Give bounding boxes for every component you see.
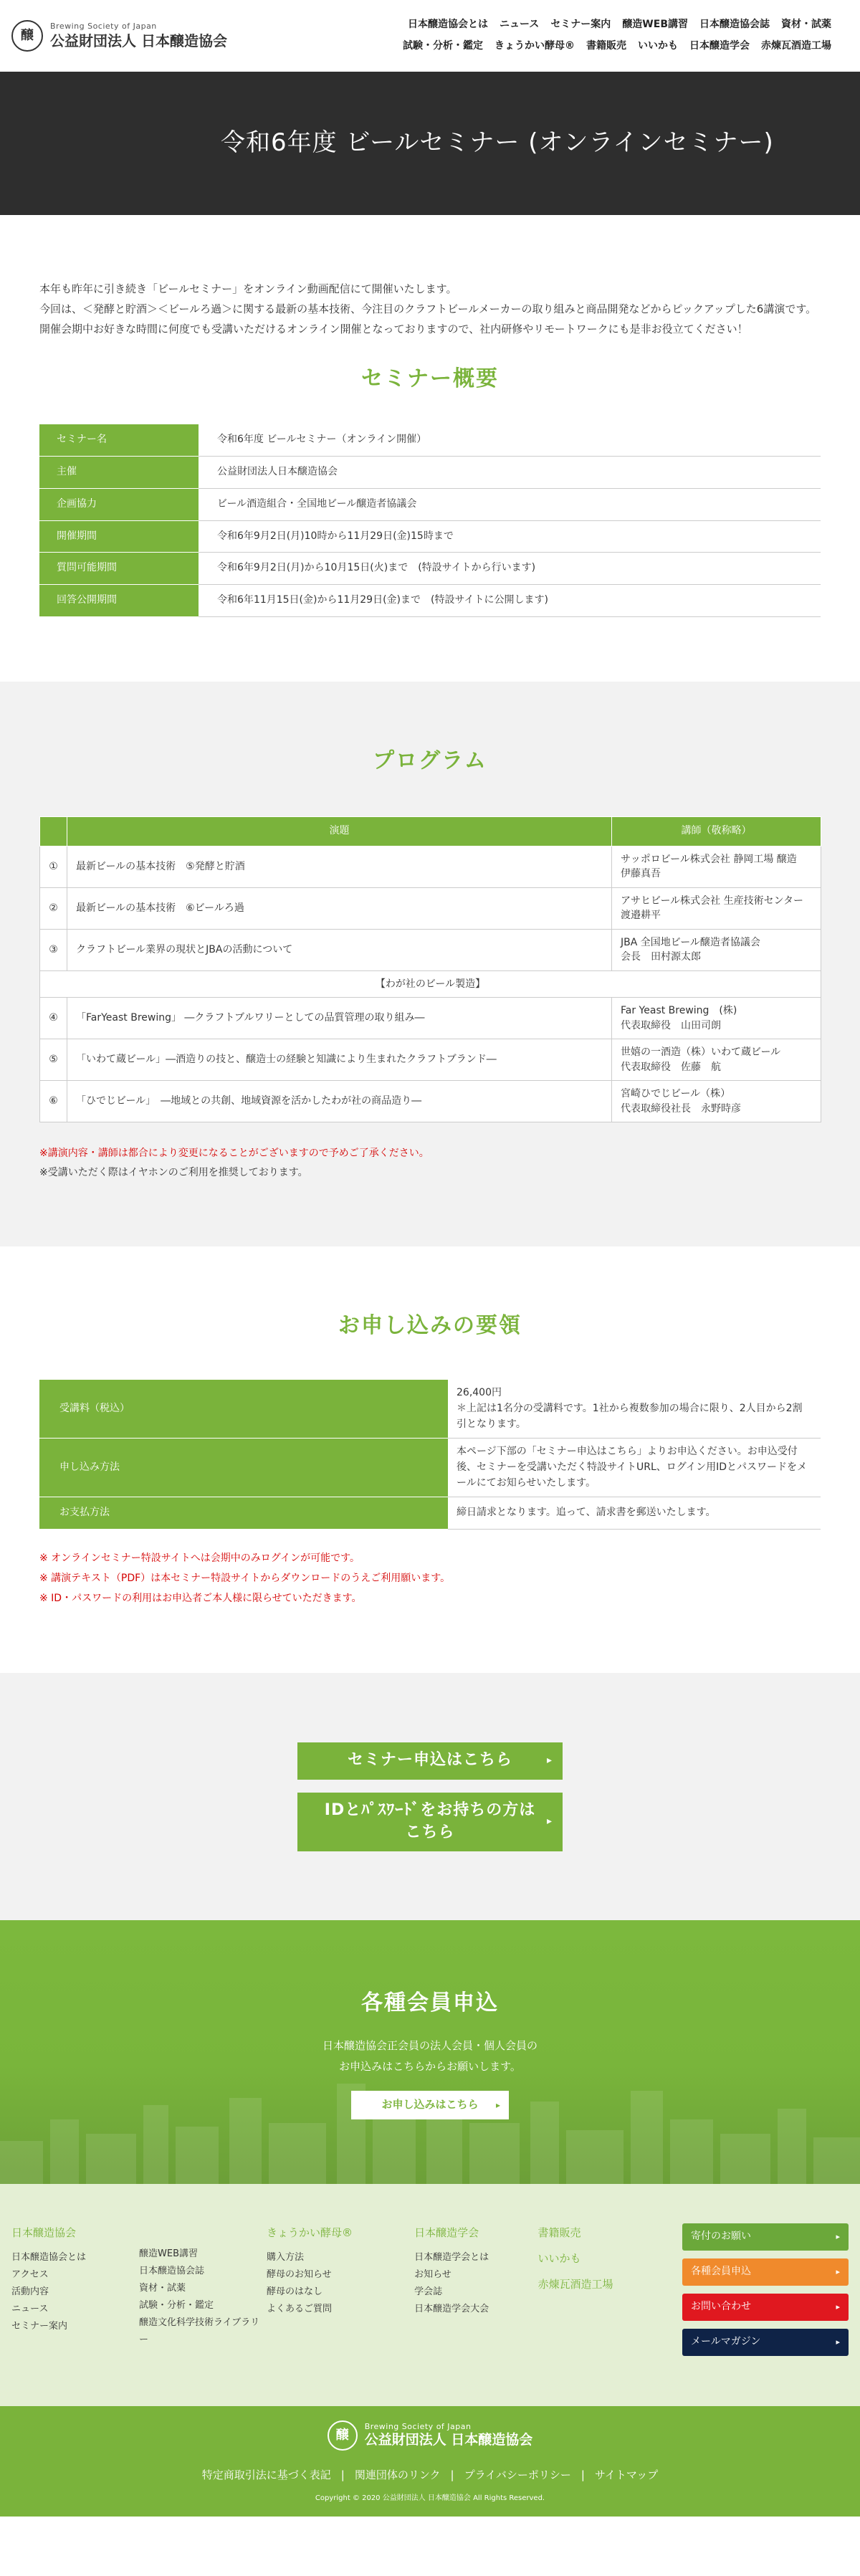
nav-news[interactable]: ニュース	[500, 19, 540, 31]
table-row	[40, 1081, 821, 1122]
header-num	[40, 817, 67, 846]
table-row	[40, 846, 821, 887]
intro-text	[0, 215, 860, 339]
footer-link[interactable]: セミナー案内	[11, 2321, 68, 2332]
speaker-affiliation: アサヒビール株式会社 生産技術センター	[621, 895, 804, 907]
global-nav-row-1	[408, 16, 831, 34]
member-description-line: 日本醸造協会正会員の法人会員・個人会員の	[322, 2039, 538, 2053]
logo-mark-icon: 醸	[11, 20, 43, 52]
footer-col-services	[139, 2223, 267, 2406]
overview-section	[0, 339, 860, 682]
program-number: ③	[40, 929, 67, 970]
header-title: 演題	[67, 817, 612, 846]
footer-link[interactable]: 日本醸造学会大会	[414, 2304, 489, 2315]
button-label: セミナー申込はこちら	[347, 1751, 512, 1770]
button-label: 各種会員申込	[691, 2266, 751, 2278]
chevron-right-icon: ▸	[836, 2232, 840, 2242]
warning-note: ※講演内容・講師は都合により変更になることがございますので予めご了承ください。	[39, 1148, 429, 1160]
nav-analysis[interactable]: 試験・分析・鑑定	[403, 40, 483, 52]
row-value: 令和6年11月15日(金)から11月29日(金)まで (特設サイトに公開します)	[199, 585, 821, 617]
member-banner	[0, 1920, 860, 2184]
speaker-name: 伊藤真吾	[621, 868, 661, 880]
program-lecture-title: 最新ビールの基本技術 ⑥ビールろ過	[67, 887, 612, 929]
row-label: 受講料（税込）	[39, 1380, 448, 1439]
table-row	[39, 585, 821, 617]
footer-link[interactable]: ニュース	[11, 2304, 49, 2315]
footer-heading[interactable]: きょうかい酵母®	[267, 2226, 353, 2240]
nav-journal[interactable]: 日本醸造協会誌	[699, 19, 770, 31]
footer-col-association	[11, 2223, 139, 2406]
nav-seminar[interactable]: セミナー案内	[550, 19, 611, 31]
intro-line: 本年も昨年に引き続き「ビールセミナー」をオンライン動画配信にて開催いたします。	[39, 282, 457, 295]
page-hero	[0, 72, 860, 215]
footer-heading[interactable]: 日本醸造学会	[414, 2226, 479, 2240]
nav-books[interactable]: 書籍販売	[586, 40, 626, 52]
page-title: 令和6年度 ビールセミナー (オンラインセミナー)	[221, 128, 774, 158]
nav-yeast[interactable]: きょうかい酵母®	[494, 40, 575, 52]
footer-link-iikamo[interactable]: いいかも	[538, 2251, 581, 2265]
button-label: メールマガジン	[691, 2336, 761, 2348]
warning-note: ※ 講演テキスト（PDF）は本セミナー特設サイトからダウンロードのうえご利用願います。	[39, 1573, 451, 1585]
row-label: 回答公開期間	[39, 585, 199, 617]
apply-table	[39, 1380, 821, 1530]
nav-materials[interactable]: 資材・試薬	[781, 19, 831, 31]
table-row	[39, 1380, 821, 1439]
separator: |	[450, 2468, 454, 2482]
speaker-affiliation: 世嬉の一酒造（株）いわて蔵ビール	[621, 1046, 781, 1059]
member-content	[0, 1920, 860, 2119]
footer-link[interactable]: 醸造文化科学技術ライブラリ	[139, 2317, 260, 2329]
warning-note: ※ ID・パスワードの利用はお申込者ご本人様に限らせていただきます。	[39, 1593, 362, 1605]
footer-link[interactable]: 学会誌	[414, 2286, 443, 2298]
footer-link-brewery[interactable]: 赤煉瓦酒造工場	[538, 2277, 613, 2291]
table-row	[39, 488, 821, 520]
nav-web-course[interactable]: 醸造WEB講習	[622, 19, 688, 31]
program-table	[39, 816, 821, 1122]
program-speaker	[612, 846, 821, 887]
newsletter-button[interactable]	[682, 2329, 849, 2356]
speaker-name: 代表取締役 山田司朗	[621, 1019, 721, 1031]
speaker-name: 代表取締役 佐藤 航	[621, 1061, 721, 1073]
footer-link-legal[interactable]: 特定商取引法に基づく表記	[201, 2468, 331, 2482]
program-number: ④	[40, 998, 67, 1039]
row-label: 質問可能期間	[39, 553, 199, 585]
program-speaker	[612, 1039, 821, 1081]
footer-link[interactable]: お知らせ	[414, 2269, 452, 2281]
donation-button[interactable]	[682, 2223, 849, 2251]
member-apply-button[interactable]	[351, 2091, 509, 2119]
member-description-line: お申込みはこちらからお願いします。	[339, 2059, 521, 2073]
overview-table	[39, 424, 821, 617]
global-nav	[403, 16, 831, 55]
row-value: ビール酒造組合・全国地ビール醸造者協議会	[199, 488, 821, 520]
footer-link[interactable]: 活動内容	[11, 2286, 49, 2298]
footer-col-society	[414, 2223, 538, 2406]
footer-link[interactable]: 日本醸造協会誌	[139, 2266, 205, 2277]
row-value: 公益財団法人日本醸造協会	[199, 457, 821, 489]
footer-link[interactable]: アクセス	[11, 2269, 49, 2281]
chevron-right-icon: ▸	[546, 1815, 553, 1827]
footer-col-other	[538, 2223, 682, 2406]
nav-brewery[interactable]: 赤煉瓦酒造工場	[761, 40, 831, 52]
separator: |	[580, 2468, 585, 2482]
fee-amount: 26,400円	[457, 1387, 502, 1399]
row-label: 申し込み方法	[39, 1439, 448, 1497]
program-lecture-title: 「いわて蔵ビール」―酒造りの技と、醸造士の経験と知識により生まれたクラフトブランド―	[67, 1039, 612, 1081]
site-footer	[0, 2406, 860, 2517]
member-title: 各種会員申込	[361, 1990, 499, 2016]
footer-link[interactable]: 資材・試薬	[139, 2283, 186, 2294]
row-value: 締日請求となります。追って、請求書を郵送いたします。	[448, 1497, 821, 1530]
speaker-affiliation: JBA 全国地ビール醸造者協議会	[621, 937, 760, 949]
program-lecture-title: 最新ビールの基本技術 ⑤発酵と貯酒	[67, 846, 612, 887]
table-row	[39, 1439, 821, 1497]
apply-notes	[39, 1548, 821, 1608]
intro-line: 開催会期中お好きな時間に何度でも受講いただけるオンライン開催となっておりますので、社内研修やリモートワークにも是非お役立てください！	[39, 322, 748, 335]
footer-link-related[interactable]: 関連団体のリンク	[354, 2468, 441, 2482]
member-description	[0, 2036, 860, 2076]
footer-link: ー	[139, 2334, 149, 2346]
footer-logo[interactable]	[0, 2420, 860, 2451]
table-row	[39, 553, 821, 585]
member-signup-button[interactable]	[682, 2258, 849, 2286]
speaker-affiliation: 宮崎ひでじビール（株）	[621, 1088, 731, 1100]
chevron-right-icon: ▸	[546, 1754, 553, 1766]
table-row	[40, 929, 821, 970]
footer-links	[0, 2466, 860, 2485]
table-row	[40, 887, 821, 929]
row-label: お支払方法	[39, 1497, 448, 1530]
chevron-right-icon: ▸	[836, 2337, 840, 2347]
logo-mark-icon: 醸	[328, 2420, 358, 2451]
logo-english-name: Brewing Society of Japan	[50, 22, 157, 32]
speaker-affiliation: サッポロビール株式会社 静岡工場 醸造	[621, 854, 797, 866]
chevron-right-icon: ▸	[495, 2100, 500, 2111]
program-lecture-title: クラフトビール業界の現状とJBAの活動について	[67, 929, 612, 970]
footer-link[interactable]: 日本醸造学会とは	[414, 2251, 489, 2263]
footer-link[interactable]: よくあるご質問	[267, 2304, 333, 2315]
overview-title: セミナー概要	[361, 366, 499, 392]
button-label: お問い合わせ	[691, 2301, 751, 2313]
warning-note: ※ オンラインセミナー特設サイトへは会期中のみログインが可能です。	[39, 1552, 360, 1565]
site-logo[interactable]	[11, 20, 227, 52]
apply-title: お申し込みの要領	[338, 1313, 522, 1339]
nav-iikamo[interactable]: いいかも	[638, 40, 678, 52]
program-lecture-title: 「FarYeast Brewing」 ―クラフトブルワリーとしての品質管理の取り組み―	[67, 998, 612, 1039]
button-label: こちら	[405, 1823, 455, 1841]
note: ※受講いただく際はイヤホンのご利用を推奨しております。	[39, 1166, 308, 1178]
table-row	[39, 1497, 821, 1530]
table-row	[39, 424, 821, 456]
row-value: 令和6年9月2日(月)から10月15日(火)まで (特設サイトから行います)	[199, 553, 821, 585]
site-header	[0, 0, 860, 72]
program-number: ②	[40, 887, 67, 929]
contact-button[interactable]	[682, 2294, 849, 2321]
footer-heading[interactable]: 日本醸造協会	[11, 2226, 77, 2240]
footer-link[interactable]: 醸造WEB講習	[139, 2248, 199, 2260]
program-notes	[39, 1144, 821, 1182]
program-speaker	[612, 887, 821, 929]
table-row	[40, 1039, 821, 1081]
program-section	[0, 682, 860, 1246]
program-speaker	[612, 929, 821, 970]
table-row	[39, 520, 821, 553]
row-label: 主催	[39, 457, 199, 489]
speaker-affiliation: Far Yeast Brewing (株)	[621, 1005, 737, 1017]
row-value: 令和6年度 ビールセミナー（オンライン開催）	[199, 424, 821, 456]
row-label: セミナー名	[39, 424, 199, 456]
program-speaker	[612, 1081, 821, 1122]
global-nav-row-2	[403, 38, 831, 55]
row-value: 令和6年9月2日(月)10時から11月29日(金)15時まで	[199, 520, 821, 553]
footer-nav	[0, 2184, 860, 2406]
apply-section	[0, 1246, 860, 1673]
copyright: Copyright © 2020 公益財団法人 日本醸造協会 All Rights Reserved.	[315, 2494, 545, 2502]
table-row	[39, 457, 821, 489]
logo-japanese-name: 公益財団法人 日本醸造協会	[364, 2432, 533, 2448]
row-label: 開催期間	[39, 520, 199, 553]
table-header-row	[40, 817, 821, 846]
footer-link-books[interactable]: 書籍販売	[538, 2226, 581, 2240]
row-label: 企画協力	[39, 488, 199, 520]
chevron-right-icon: ▸	[836, 2267, 840, 2277]
footer-buttons	[682, 2223, 849, 2406]
chevron-right-icon: ▸	[836, 2302, 840, 2312]
nav-about[interactable]: 日本醸造協会とは	[408, 19, 488, 31]
seminar-apply-button[interactable]	[297, 1742, 563, 1780]
program-lecture-title: 「ひでじビール」 ―地域との共創、地域資源を活かしたわが社の商品造り―	[67, 1081, 612, 1122]
footer-link[interactable]: 購入方法	[267, 2251, 305, 2263]
footer-link[interactable]: 試験・分析・鑑定	[139, 2300, 214, 2312]
separator: |	[340, 2468, 345, 2482]
logo-japanese-name: 公益財団法人 日本醸造協会	[50, 32, 227, 49]
footer-col-yeast	[267, 2223, 414, 2406]
header-speaker: 講師（敬称略）	[612, 817, 821, 846]
footer-link[interactable]: 酵母のはなし	[267, 2286, 323, 2298]
row-value: 本ページ下部の「セミナー申込はこちら」よりお申込ください。お申込受付後、セミナーを受講いただく特設サイトURL、ログイン用IDとパスワードをメールにてお知らせいたします。	[448, 1439, 821, 1497]
program-group-label: 【わが社のビール製造】	[40, 970, 821, 997]
program-number: ①	[40, 846, 67, 887]
row-value	[448, 1380, 821, 1439]
table-row	[40, 998, 821, 1039]
login-button[interactable]	[297, 1793, 563, 1851]
footer-link-sitemap[interactable]: サイトマップ	[594, 2468, 659, 2482]
button-label: 寄付のお願い	[691, 2231, 751, 2243]
speaker-name: 渡邉耕平	[621, 910, 661, 922]
fee-note: ＊上記は1名分の受講料です。1社から複数参加の場合に限り、2人目から2割引となります。	[457, 1403, 803, 1430]
cta-section	[0, 1673, 860, 1920]
button-label: お申し込みはこちら	[381, 2098, 479, 2112]
program-title: プログラム	[373, 748, 487, 774]
speaker-name: 会長 田村源太郎	[621, 951, 701, 963]
program-number: ⑥	[40, 1081, 67, 1122]
program-number: ⑤	[40, 1039, 67, 1081]
table-group-row	[40, 970, 821, 997]
footer-link-privacy[interactable]: プライバシーポリシー	[464, 2468, 571, 2482]
footer-link[interactable]: 日本醸造協会とは	[11, 2251, 87, 2263]
nav-society[interactable]: 日本醸造学会	[689, 40, 750, 52]
program-speaker	[612, 998, 821, 1039]
speaker-name: 代表取締役社長 永野時彦	[621, 1102, 741, 1115]
footer-link[interactable]: 酵母のお知らせ	[267, 2269, 332, 2281]
intro-line: 今回は、＜発酵と貯酒＞＜ビールろ過＞に関する最新の基本技術、今注目のクラフトビールメーカーの取り組みと商品開発などからピックアップした6講演です。	[39, 302, 817, 315]
logo-english-name: Brewing Society of Japan	[364, 2422, 472, 2432]
button-label: IDとﾊﾟｽﾜｰﾄﾞをお持ちの方は	[324, 1800, 536, 1819]
